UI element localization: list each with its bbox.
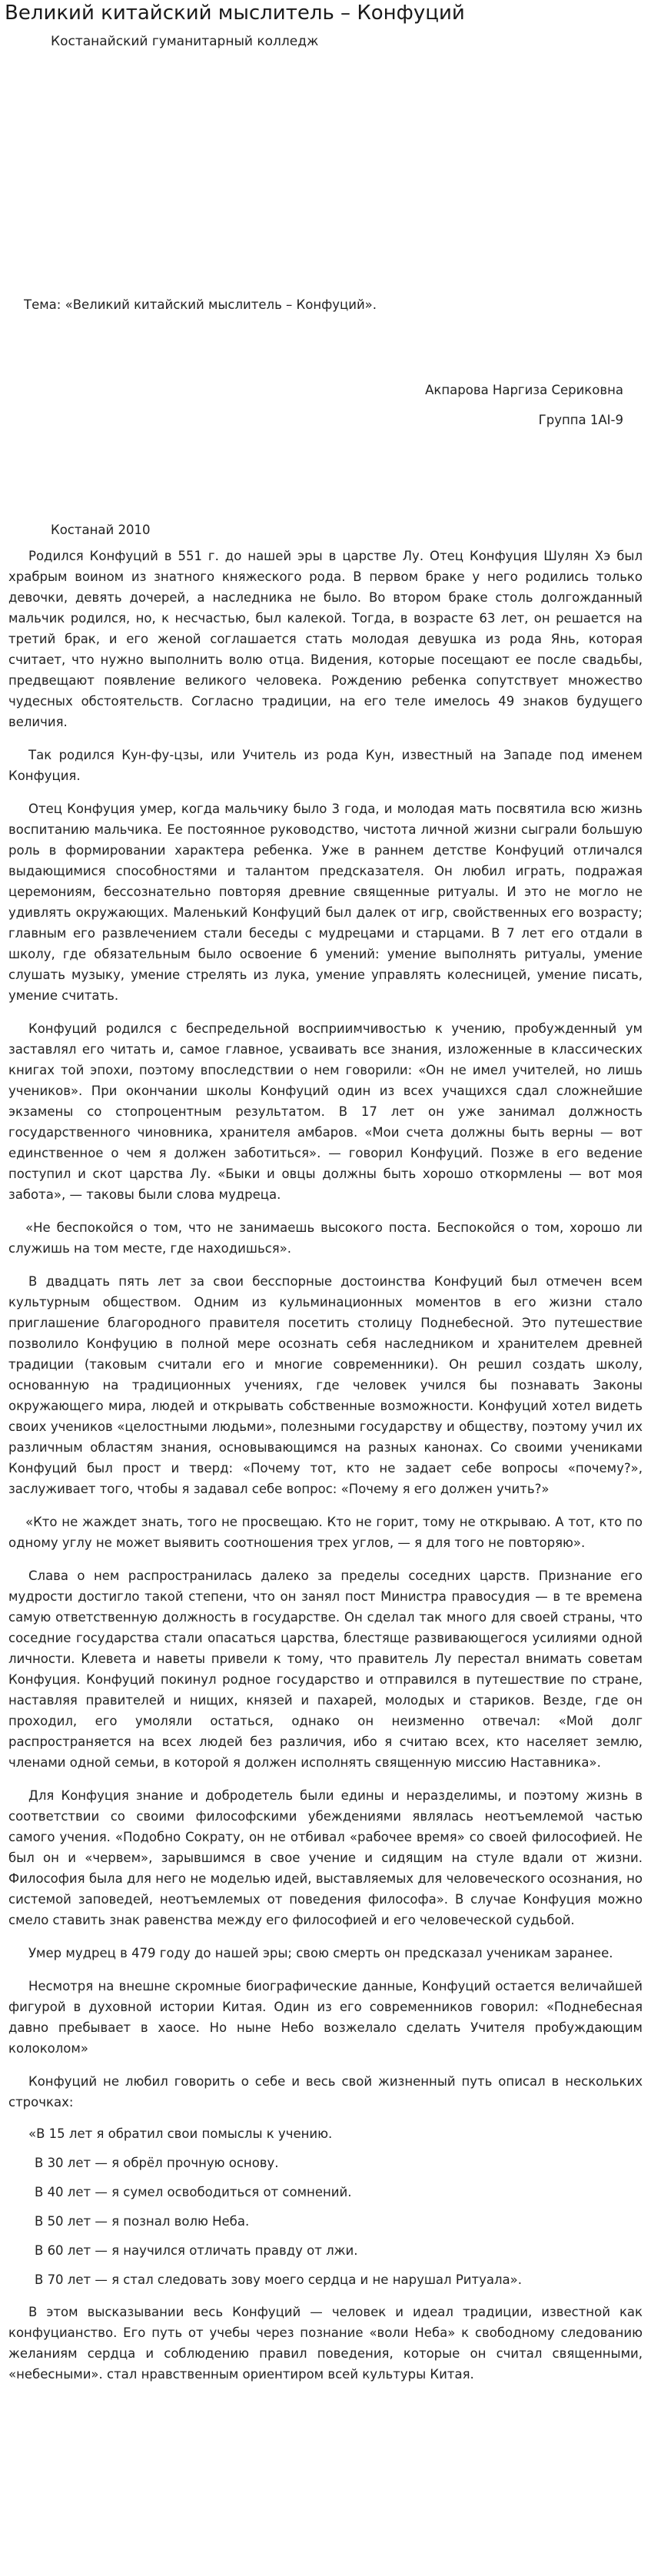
city-year: Костанай 2010 [51, 523, 151, 537]
poem-line: В 30 лет — я обрёл прочную основу. [35, 2156, 279, 2170]
poem-line: В 50 лет — я познал волю Неба. [35, 2214, 250, 2229]
poem-line: В 40 лет — я сумел освободиться от сомнений. [35, 2185, 352, 2199]
essay-topic: Тема: «Великий китайский мыслитель – Конфуций». [24, 297, 377, 312]
essay-body [8, 546, 643, 2397]
paragraph-childhood: Отец Конфуция умер, когда мальчику было 3 года, и молодая мать посвятила всю жизнь воспитанию мальчика. Ее постоянное руководство, чистота личной жизни сыграли большую роль в формировании характера ребенка. Уже в раннем детстве Конфуций отличался выдающимися способностями и талантом предсказателя. Он любил играть, подражая церемониям, бессознательно повторяя древние священные ритуалы. И это не могло не удивлять окружающих. Маленький Конфуций был далек от игр, свойственных его возрасту; главным его развлечением стали беседы с мудрецами и старцами. В 7 лет его отдали в школу, где обязательным было освоение 6 умений: умение выполнять ритуалы, умение слушать музыку, умение стрелять из лука, умение управлять колесницей, умение писать, умение считать. [8, 802, 643, 1003]
paragraph-fame: Слава о нем распространилась далеко за пределы соседних царств. Признание его мудрости достигло такой степени, что он занял пост Министра правосудия — в те времена самую ответственную должность в государстве. Он сделал так много для своей страны, что соседние государства стали опасаться царства, блестяще развивающегося усилиями одной личности. Клевета и наветы привели к тому, что правитель Лу перестал внимать советам Конфуция. Конфуций покинул родное государство и отправился в путешествие по стране, наставляя правителей и нищих, князей и пахарей, молодых и стариков. Везде, где он проходил, его умоляли остаться, однако он неизменно отвечал: «Мой долг распространяется на всех людей без различия, ибо я считаю всех, кто населяет землю, членами одной семьи, в которой я должен исполнять священную миссию Наставника». [8, 1569, 643, 1770]
college-name: Костанайский гуманитарный колледж [51, 34, 319, 49]
author-group: Группа 1AI-9 [538, 413, 623, 427]
paragraph-name: Так родился Кун-фу-цзы, или Учитель из рода Кун, известный на Западе под именем Конфуция. [8, 748, 643, 783]
paragraph-death: Умер мудрец в 479 году до нашей эры; свою смерть он предсказал ученикам заранее. [28, 1946, 613, 1960]
paragraph-birth: Родился Конфуций в 551 г. до нашей эры в царстве Лу. Отец Конфуция Шулян Хэ был храбрым воином из знатного княжеского рода. В первом браке у него родились только девочки, девять дочерей, а наследника не было. Во втором браке столь долгожданный мальчик родился, но, к несчастью, был калекой. Тогда, в возрасте 63 лет, он решается на третий брак, и его женой соглашается стать молодая девушка из рода Янь, которая считает, что нужно выполнить волю отца. Видения, которые посещают ее после свадьбы, предвещают появление великого человека. Рождению ребенка сопутствует множество чудесных обстоятельств. Согласно традиции, на его теле имелось 49 знаков будущего величия. [8, 549, 643, 729]
poem-line: «В 15 лет я обратил свои помыслы к учению. [28, 2126, 333, 2141]
paragraph-quote-teaching: «Кто не жаждет знать, того не просвещаю. Кто не горит, тому не открываю. А тот, кто по одному углу не может выявить соотношения трех углов, — я для того не повторяю». [8, 1515, 643, 1550]
paragraph-school: В двадцать пять лет за свои бесспорные достоинства Конфуций был отмечен всем культурным обществом. Одним из кульминационных моментов в его жизни стало приглашение благородного правителя посетить столицу Поднебесной. Это путешествие позволило Конфуцию в полной мере осознать себя наследником и хранителем древней традиции (таковым считали его и многие современники). Он решил создать школу, основанную на традиционных учениях, где человек учился бы познавать Законы окружающего мира, людей и открывать собственные возможности. Конфуций хотел видеть своих учеников «целостными людьми», полезными государству и обществу, поэтому учил их различным областям знания, основывающимся на разных канонах. Со своими учениками Конфуций был прост и тверд: «Почему тот, кто не задает себе вопросы «почему?», заслуживает того, чтобы я задавал себе вопрос: «Почему я его должен учить?» [8, 1274, 643, 1496]
paragraph-youth: Конфуций родился с беспредельной восприимчивостью к учению, пробужденный ум заставлял его читать и, самое главное, усваивать все знания, изложенные в классических книгах той эпохи, поэтому впоследствии о нем говорили: «Он не имел учителей, но лишь учеников». При окончании школы Конфуций один из всех учащихся сдал сложнейшие экзамены со стопроцентным результатом. В 17 лет он уже занимал должность государственного чиновника, хранителя амбаров. «Мои счета должны быть верны — вот единственное о чем я должен заботиться». — говорил Конфуций. Позже в его ведение поступил и скот царства Лу. «Быки и овцы должны быть хорошо откормлены — вот моя забота», — таковы были слова мудреца. [8, 1021, 643, 1202]
poem-line: В 60 лет — я научился отличать правду от лжи. [35, 2243, 358, 2258]
paragraph-philosophy: Для Конфуция знание и добродетель были едины и неразделимы, и поэтому жизнь в соответствии со своими философскими убеждениями являлась неотъемлемой частью самого учения. «Подобно Сократу, он не отбивал «рабочее время» со своей философией. Не был он и «червем», зарывшимся в свое учение и сидящим на стуле вдали от жизни. Философия была для него не моделью идей, выставляемых для человеческого осознания, но системой заповедей, неотъемлемых от поведения философа». В случае Конфуция можно смело ставить знак равенства между его философией и его человеческой судьбой. [8, 1788, 643, 1927]
paragraph-life-path: Конфуций не любил говорить о себе и весь свой жизненный путь описал в нескольких строчках: [8, 2074, 643, 2110]
author-name: Акпарова Наргиза Сериковна [425, 383, 623, 397]
poem-line: В 70 лет — я стал следовать зову моего сердца и не нарушал Ритуала». [35, 2272, 522, 2287]
life-stages-quote [8, 2125, 643, 2289]
paragraph-quote-post: «Не беспокойся о том, что не занимаешь высокого поста. Беспокойся о том, хорошо ли служишь на том месте, где находишься». [8, 1220, 643, 1256]
paragraph-conclusion: В этом высказывании весь Конфуций — человек и идеал традиции, известной как конфуцианство. Его путь от учебы через познание «воли Неба» к свободному следованию желаниям сердца и соблюдению правил поведения, которые он считал священными, «небесными». стал нравственным ориентиром всей культуры Китая. [8, 2305, 643, 2382]
document-title: Великий китайский мыслитель – Конфуций [5, 2, 465, 25]
paragraph-legacy: Несмотря на внешне скромные биографические данные, Конфуций остается величайшей фигурой в духовной истории Китая. Один из его современников говорил: «Поднебесная давно пребывает в хаосе. Но ныне Небо возжелало сделать Учителя пробуждающим колоколом» [8, 1979, 643, 2056]
